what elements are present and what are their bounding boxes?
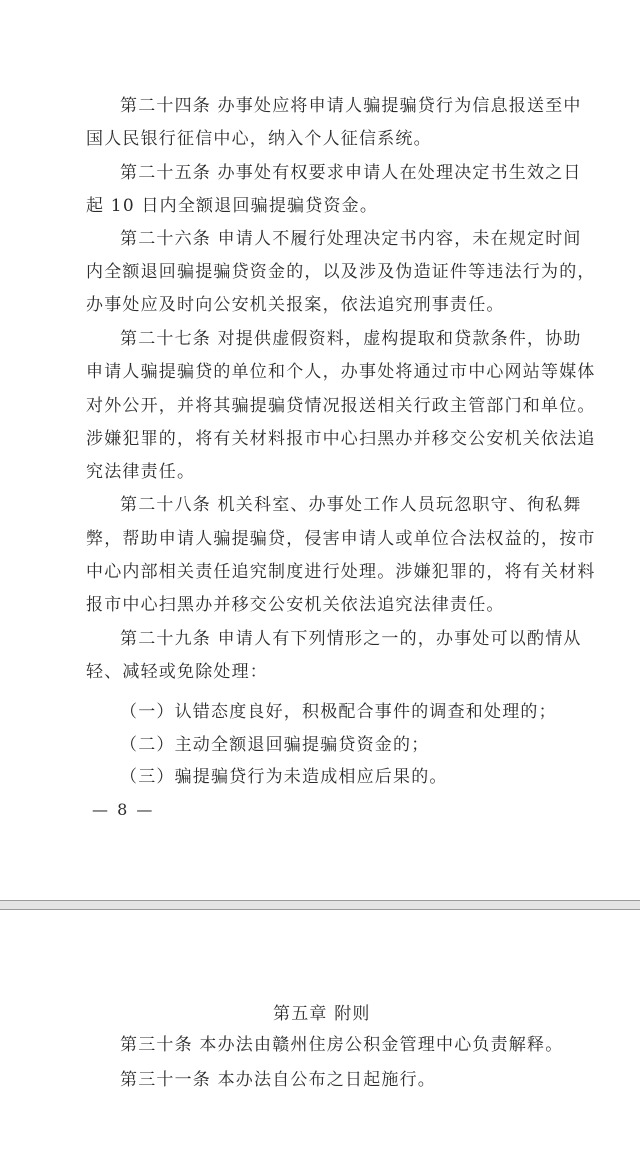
article-26-line-1: 第二十六条 申请人不履行处理决定书内容，未在规定时间 — [120, 229, 582, 249]
article-24-line-2: 国人民银行征信中心，纳入个人征信系统。 — [86, 129, 432, 149]
article-29-line-2: 轻、减轻或免除处理： — [86, 662, 268, 682]
article-29-line-1: 第二十九条 申请人有下列情形之一的，办事处可以酌情从 — [120, 629, 582, 649]
list-item: （三）骗提骗贷行为未造成相应后果的。 — [120, 767, 448, 787]
page-divider — [0, 900, 640, 910]
article-27-line-4: 涉嫌犯罪的，将有关材料报市中心扫黑办并移交公安机关依法追 — [86, 429, 596, 449]
article-27-line-5: 究法律责任。 — [86, 462, 196, 482]
article-31: 第三十一条 本办法自公布之日起施行。 — [120, 1070, 437, 1090]
article-25-line-1: 第二十五条 办事处有权要求申请人在处理决定书生效之日 — [120, 163, 582, 183]
article-25-line-2: 起 10 日内全额退回骗提骗贷资金。 — [86, 196, 379, 216]
article-27-line-3: 对外公开，并将其骗提骗贷情况报送相关行政主管部门和单位。 — [86, 396, 596, 416]
article-27-line-1: 第二十七条 对提供虚假资料，虚构提取和贷款条件，协助 — [120, 329, 582, 349]
article-26-line-3: 办事处应及时向公安机关报案，依法追究刑事责任。 — [86, 295, 505, 315]
list-item: （一）认错态度良好，积极配合事件的调查和处理的； — [120, 702, 557, 722]
article-26-line-2: 内全额退回骗提骗贷资金的，以及涉及伪造证件等违法行为的， — [86, 262, 596, 282]
article-28-line-3: 中心内部相关责任追究制度进行处理。涉嫌犯罪的，将有关材料 — [86, 562, 596, 582]
article-28-line-2: 弊，帮助申请人骗提骗贷，侵害申请人或单位合法权益的，按市 — [86, 529, 596, 549]
chapter-title: 第五章 附则 — [273, 1004, 371, 1024]
article-27-line-2: 申请人骗提骗贷的单位和个人，办事处将通过市中心网站等媒体 — [86, 362, 596, 382]
article-24-line-1: 第二十四条 办事处应将申请人骗提骗贷行为信息报送至中 — [120, 96, 582, 116]
article-28-line-1: 第二十八条 机关科室、办事处工作人员玩忽职守、徇私舞 — [120, 495, 582, 515]
article-30: 第三十条 本办法由赣州住房公积金管理中心负责解释。 — [120, 1035, 564, 1055]
list-item: （二）主动全额退回骗提骗贷资金的； — [120, 735, 430, 755]
article-28-line-4: 报市中心扫黑办并移交公安机关依法追究法律责任。 — [86, 595, 505, 615]
page-number: — 8 — — [92, 800, 155, 819]
